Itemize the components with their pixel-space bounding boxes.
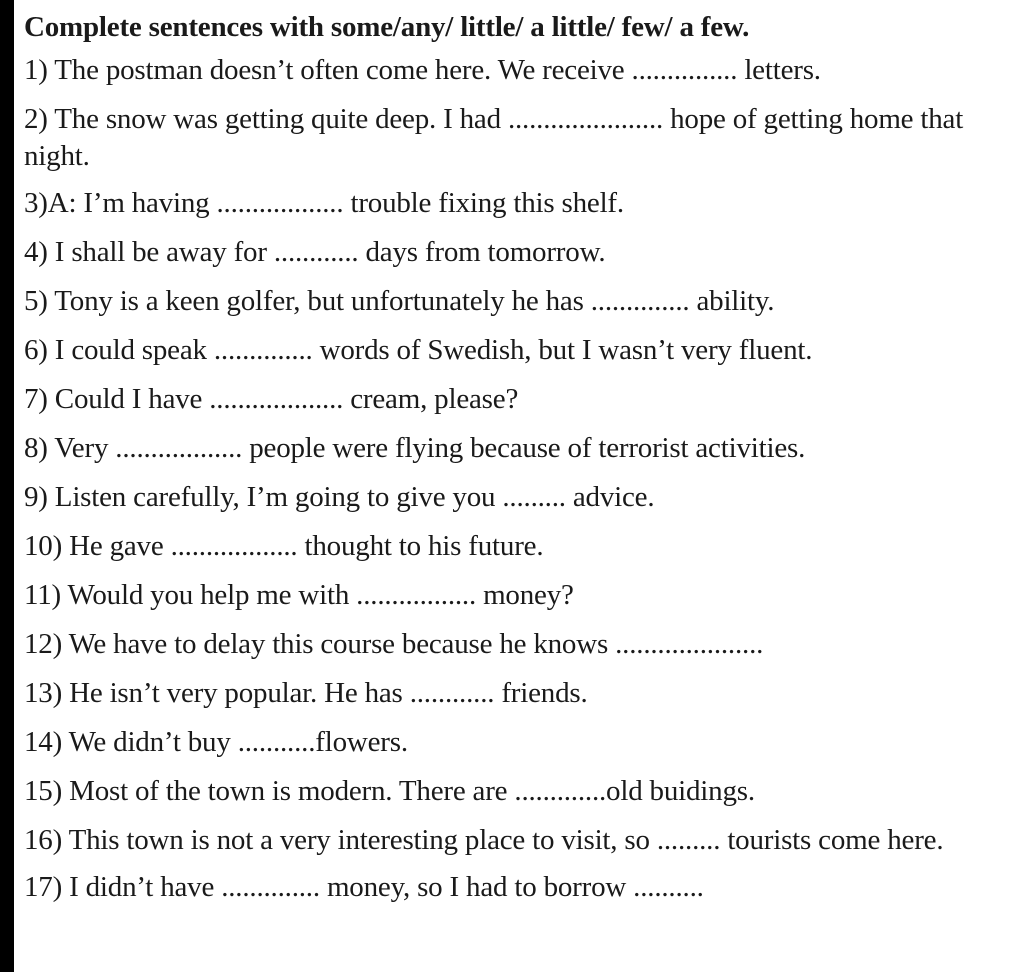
exercise-item-1: 1) The postman doesn’t often come here. We receive ............... letters.: [24, 54, 821, 86]
exercise-item-9: 9) Listen carefully, I’m going to give you ......... advice.: [24, 481, 655, 513]
exercise-item-14: 14) We didn’t buy ...........flowers.: [24, 726, 408, 758]
exercise-item-3: 3)A: I’m having .................. trouble fixing this shelf.: [24, 187, 624, 219]
exercise-item-17: 17) I didn’t have .............. money, so I had to borrow ..........: [24, 871, 704, 903]
exercise-item-2: 2) The snow was getting quite deep. I had ...................... hope of getting home that night.: [24, 103, 964, 172]
exercise-item-8: 8) Very .................. people were flying because of terrorist activities.: [24, 432, 806, 464]
exercise-item-7: 7) Could I have ................... cream, please?: [24, 383, 519, 415]
exercise-item-15: 15) Most of the town is modern. There are .............old buidings.: [24, 775, 755, 807]
exercise-item-12: 12) We have to delay this course because he knows .....................: [24, 628, 764, 660]
exercise-item-4: 4) I shall be away for ............ days from tomorrow.: [24, 236, 606, 268]
exercise-item-16: 16) This town is not a very interesting place to visit, so ......... tourists come here.: [24, 824, 944, 856]
worksheet-title: Complete sentences with some/any/ little/ a little/ few/ a few.: [24, 11, 750, 43]
exercise-item-11: 11) Would you help me with ................. money?: [24, 579, 574, 611]
exercise-item-6: 6) I could speak .............. words of Swedish, but I wasn’t very fluent.: [24, 334, 813, 366]
worksheet-page: [14, 0, 1024, 972]
exercise-item-5: 5) Tony is a keen golfer, but unfortunately he has .............. ability.: [24, 285, 775, 317]
exercise-item-10: 10) He gave .................. thought to his future.: [24, 530, 544, 562]
exercise-item-13: 13) He isn’t very popular. He has ............ friends.: [24, 677, 588, 709]
